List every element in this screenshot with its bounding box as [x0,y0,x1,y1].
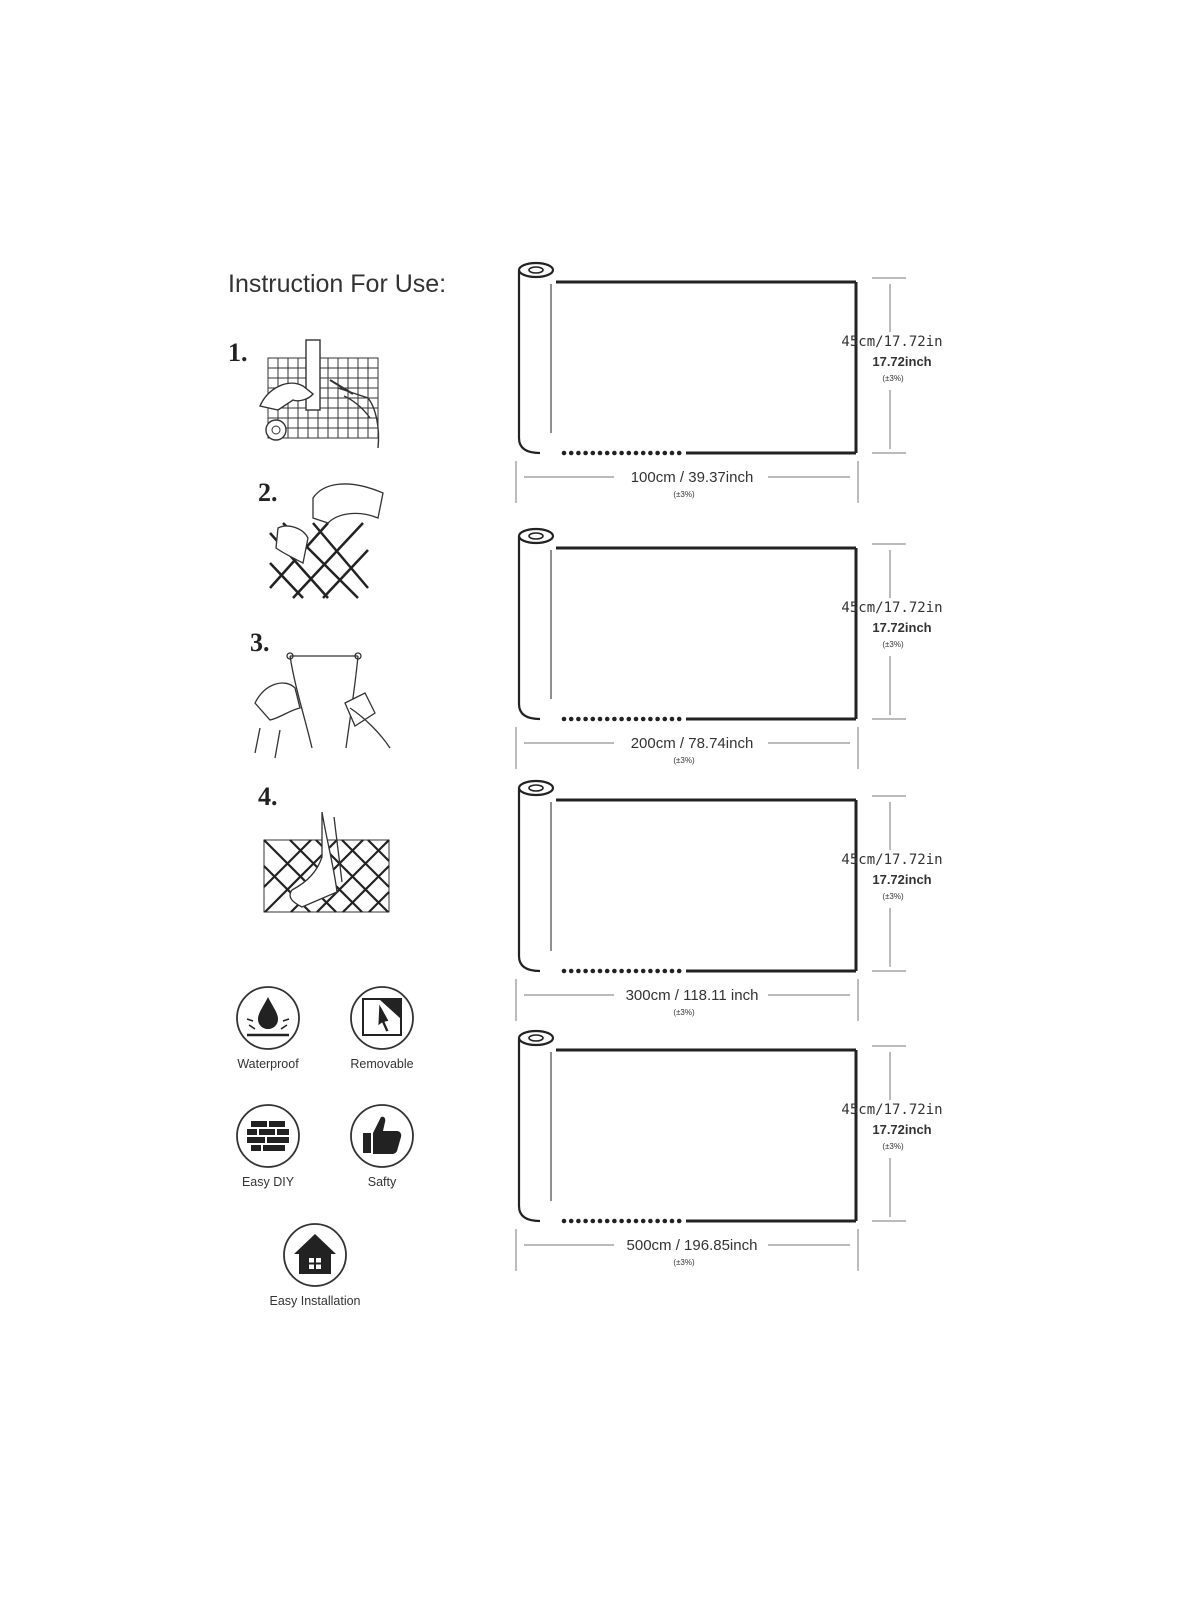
sheet-dot [641,451,646,456]
sheet-dot [663,451,668,456]
sheet-dot [655,969,660,974]
height-tolerance: (±3%) [882,640,904,649]
sheet-dot [598,717,603,722]
sheet-dot [670,451,675,456]
feature-label: Removable [350,1057,414,1071]
sheet-dot [670,717,675,722]
sheet-dot [598,1219,603,1224]
sheet-dot [627,717,632,722]
sheet-dot [612,451,617,456]
sheet-dot [677,717,682,722]
sheet-dot [591,451,596,456]
sheet-dot [598,451,603,456]
roll-diagram-1 [516,263,943,503]
sheet-dot [619,717,624,722]
sheet-dot [591,969,596,974]
feature-label: Waterproof [237,1057,299,1071]
sheet-dot [569,451,574,456]
width-tolerance: (±3%) [673,1258,695,1267]
sheet-dot [634,969,639,974]
sheet-dot [576,1219,581,1224]
height-tolerance: (±3%) [882,374,904,383]
step-4-number: 4. [258,782,278,811]
height-label: 17.72inch [872,872,932,887]
step-1-number: 1. [228,338,248,367]
sheet-dot [576,451,581,456]
roll-end [519,263,553,277]
roll-end [519,529,553,543]
sheet-dot [677,1219,682,1224]
height-overlay-label: 45cm/17.72in [841,852,943,868]
sheet-dot [677,451,682,456]
sheet-dot [677,969,682,974]
roll-curl [519,1206,540,1221]
sheet-dot [583,969,588,974]
height-overlay-label: 45cm/17.72in [841,600,943,616]
sheet-dot [562,1219,567,1224]
sheet-dot [641,1219,646,1224]
sheet-dot [634,451,639,456]
sheet-dot [569,717,574,722]
width-label: 100cm / 39.37inch [630,469,754,486]
feature-label: Safty [367,1175,397,1189]
sheet-dot [583,1219,588,1224]
sheet-dot [663,1219,668,1224]
width-label: 500cm / 196.85inch [626,1237,758,1254]
height-label: 17.72inch [872,1122,932,1137]
sheet-dot [605,969,610,974]
width-tolerance: (±3%) [673,756,695,765]
height-overlay-label: 45cm/17.72in [841,334,943,350]
sheet-dot [562,451,567,456]
sheet-dot [612,1219,617,1224]
height-overlay-label: 45cm/17.72in [841,1102,943,1118]
roll-end [519,1031,553,1045]
height-label: 17.72inch [872,354,932,369]
roll-diagram-2 [516,529,943,769]
width-label: 300cm / 118.11 inch [625,987,759,1004]
sheet-dot [627,1219,632,1224]
sheet-dot [598,969,603,974]
sheet-dot [591,717,596,722]
width-tolerance: (±3%) [673,490,695,499]
sheet-dot [648,451,653,456]
roll-end [519,781,553,795]
sheet-dot [627,969,632,974]
height-label: 17.72inch [872,620,932,635]
width-label: 200cm / 78.74inch [630,735,754,752]
sheet-dot [612,969,617,974]
sheet-dot [627,451,632,456]
sheet-dot [663,969,668,974]
instruction-title: Instruction For Use: [228,270,447,298]
sheet-dot [634,717,639,722]
sheet-dot [655,717,660,722]
step-3-number: 3. [250,628,270,657]
roll-diagram-3 [516,781,943,1021]
sheet-dot [591,1219,596,1224]
sheet-dot [648,1219,653,1224]
width-tolerance: (±3%) [673,1008,695,1017]
sheet-dot [641,717,646,722]
sheet-dot [562,969,567,974]
roll-curl [519,704,540,719]
sheet-dot [641,969,646,974]
sheet-dot [605,451,610,456]
feature-label: Easy DIY [241,1175,295,1189]
sheet-dot [562,717,567,722]
sheet-dot [605,1219,610,1224]
sheet-dot [576,969,581,974]
sheet-dot [663,717,668,722]
sheet-dot [583,717,588,722]
sheet-dot [605,717,610,722]
roll-curl [519,956,540,971]
step-2-number: 2. [258,478,278,507]
roll-diagram-4 [516,1031,943,1271]
sheet-dot [576,717,581,722]
sheet-dot [569,1219,574,1224]
sheet-dot [619,451,624,456]
sheet-dot [634,1219,639,1224]
sheet-dot [619,1219,624,1224]
sheet-dot [655,1219,660,1224]
height-tolerance: (±3%) [882,1142,904,1151]
sheet-dot [612,717,617,722]
sheet-dot [569,969,574,974]
sheet-dot [648,717,653,722]
sheet-dot [619,969,624,974]
sheet-dot [583,451,588,456]
sheet-dot [670,969,675,974]
sheet-dot [670,1219,675,1224]
roll-curl [519,438,540,453]
feature-label: Easy Installation [269,1294,361,1308]
height-tolerance: (±3%) [882,892,904,901]
sheet-dot [648,969,653,974]
sheet-dot [655,451,660,456]
